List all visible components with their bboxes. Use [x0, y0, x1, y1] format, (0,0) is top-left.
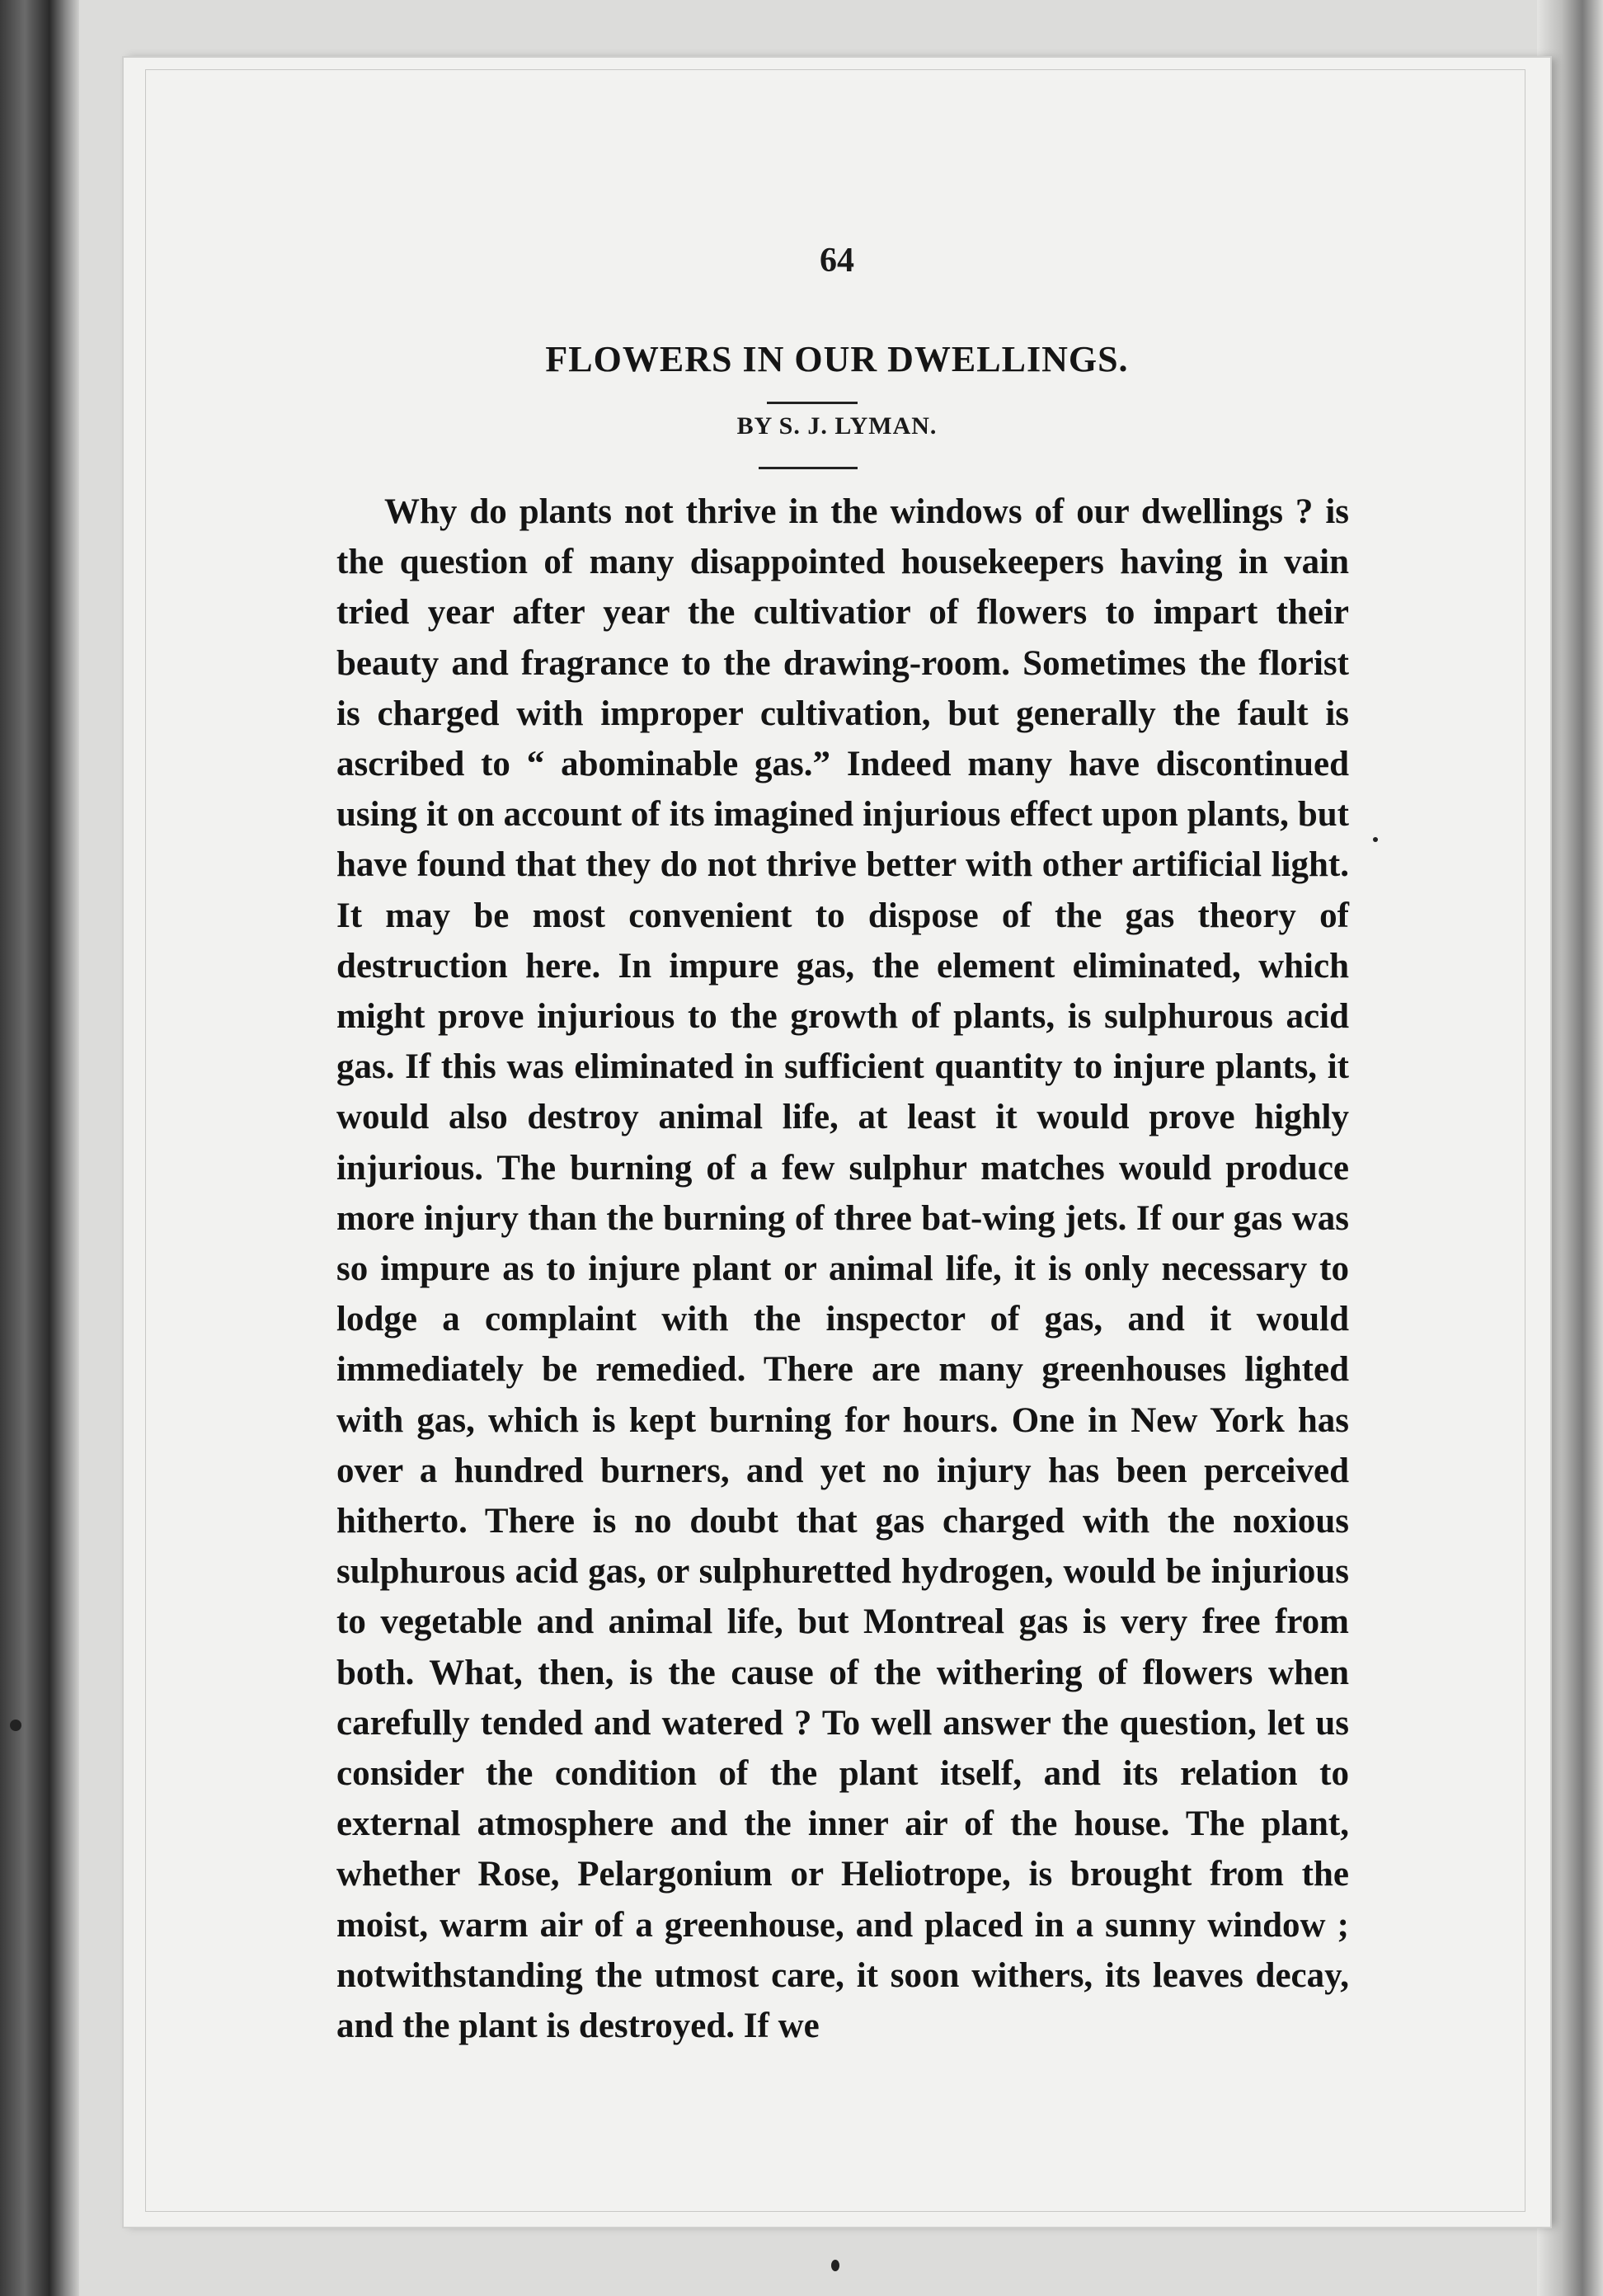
scan-speck [10, 1720, 21, 1731]
article-body: Why do plants not thrive in the windows of our dwellings ? is the question of many disappointed housekeepers having in vain tried year after year the cultivatior of flowers to impart their beauty and fragrance to the drawing-room. Sometimes the florist is charged with improper cultivation, but generally the fault is ascribed to “ abominable gas.” Indeed many have discontinued using it on account of its imagined injurious effect upon plants, but have found that they do not thrive better with other artificial light. It may be most convenient to dispose of the gas theory of destruction here. In impure gas, the element eliminated, which might prove injurious to the growth of plants, is sulphurous acid gas. If this was eliminated in sufficient quantity to injure plants, it would also destroy animal life, at least it would prove highly injurious. The burning of a few sulphur matches would produce more injury than the burning of three bat-wing jets. If our gas was so impure as to injure plant or animal life, it is only necessary to lodge a complaint with the inspector of gas, and it would immediately be remedied. There are many greenhouses lighted with gas, which is kept burning for hours. One in New York has over a hundred burners, and yet no injury has been perceived hitherto. There is no doubt that gas charged with the noxious sulphurous acid gas, or sulphuretted hydrogen, would be injurious to vegetable and animal life, but Montreal gas is very free from both. What, then, is the cause of the withering of flowers when carefully tended and watered ? To well answer the question, let us consider the condition of the plant itself, and its relation to external atmosphere and the inner air of the house. The plant, whether Rose, Pelargonium or Heliotrope, is brought from the moist, warm air of a greenhouse, and placed in a sunny window ; notwithstanding the utmost care, it soon withers, its leaves decay, and the plant is destroyed. If we [336, 492, 1349, 2046]
title-divider [767, 402, 858, 404]
book-page [124, 58, 1550, 2227]
scan-speck [831, 2260, 839, 2271]
article-byline: BY S. J. LYMAN. [736, 412, 938, 440]
page-number: 64 [820, 242, 854, 280]
scan-border-left [0, 0, 79, 2296]
scan-speck [1373, 837, 1378, 842]
byline-divider [759, 467, 858, 469]
article-title: FLOWERS IN OUR DWELLINGS. [545, 339, 1129, 379]
